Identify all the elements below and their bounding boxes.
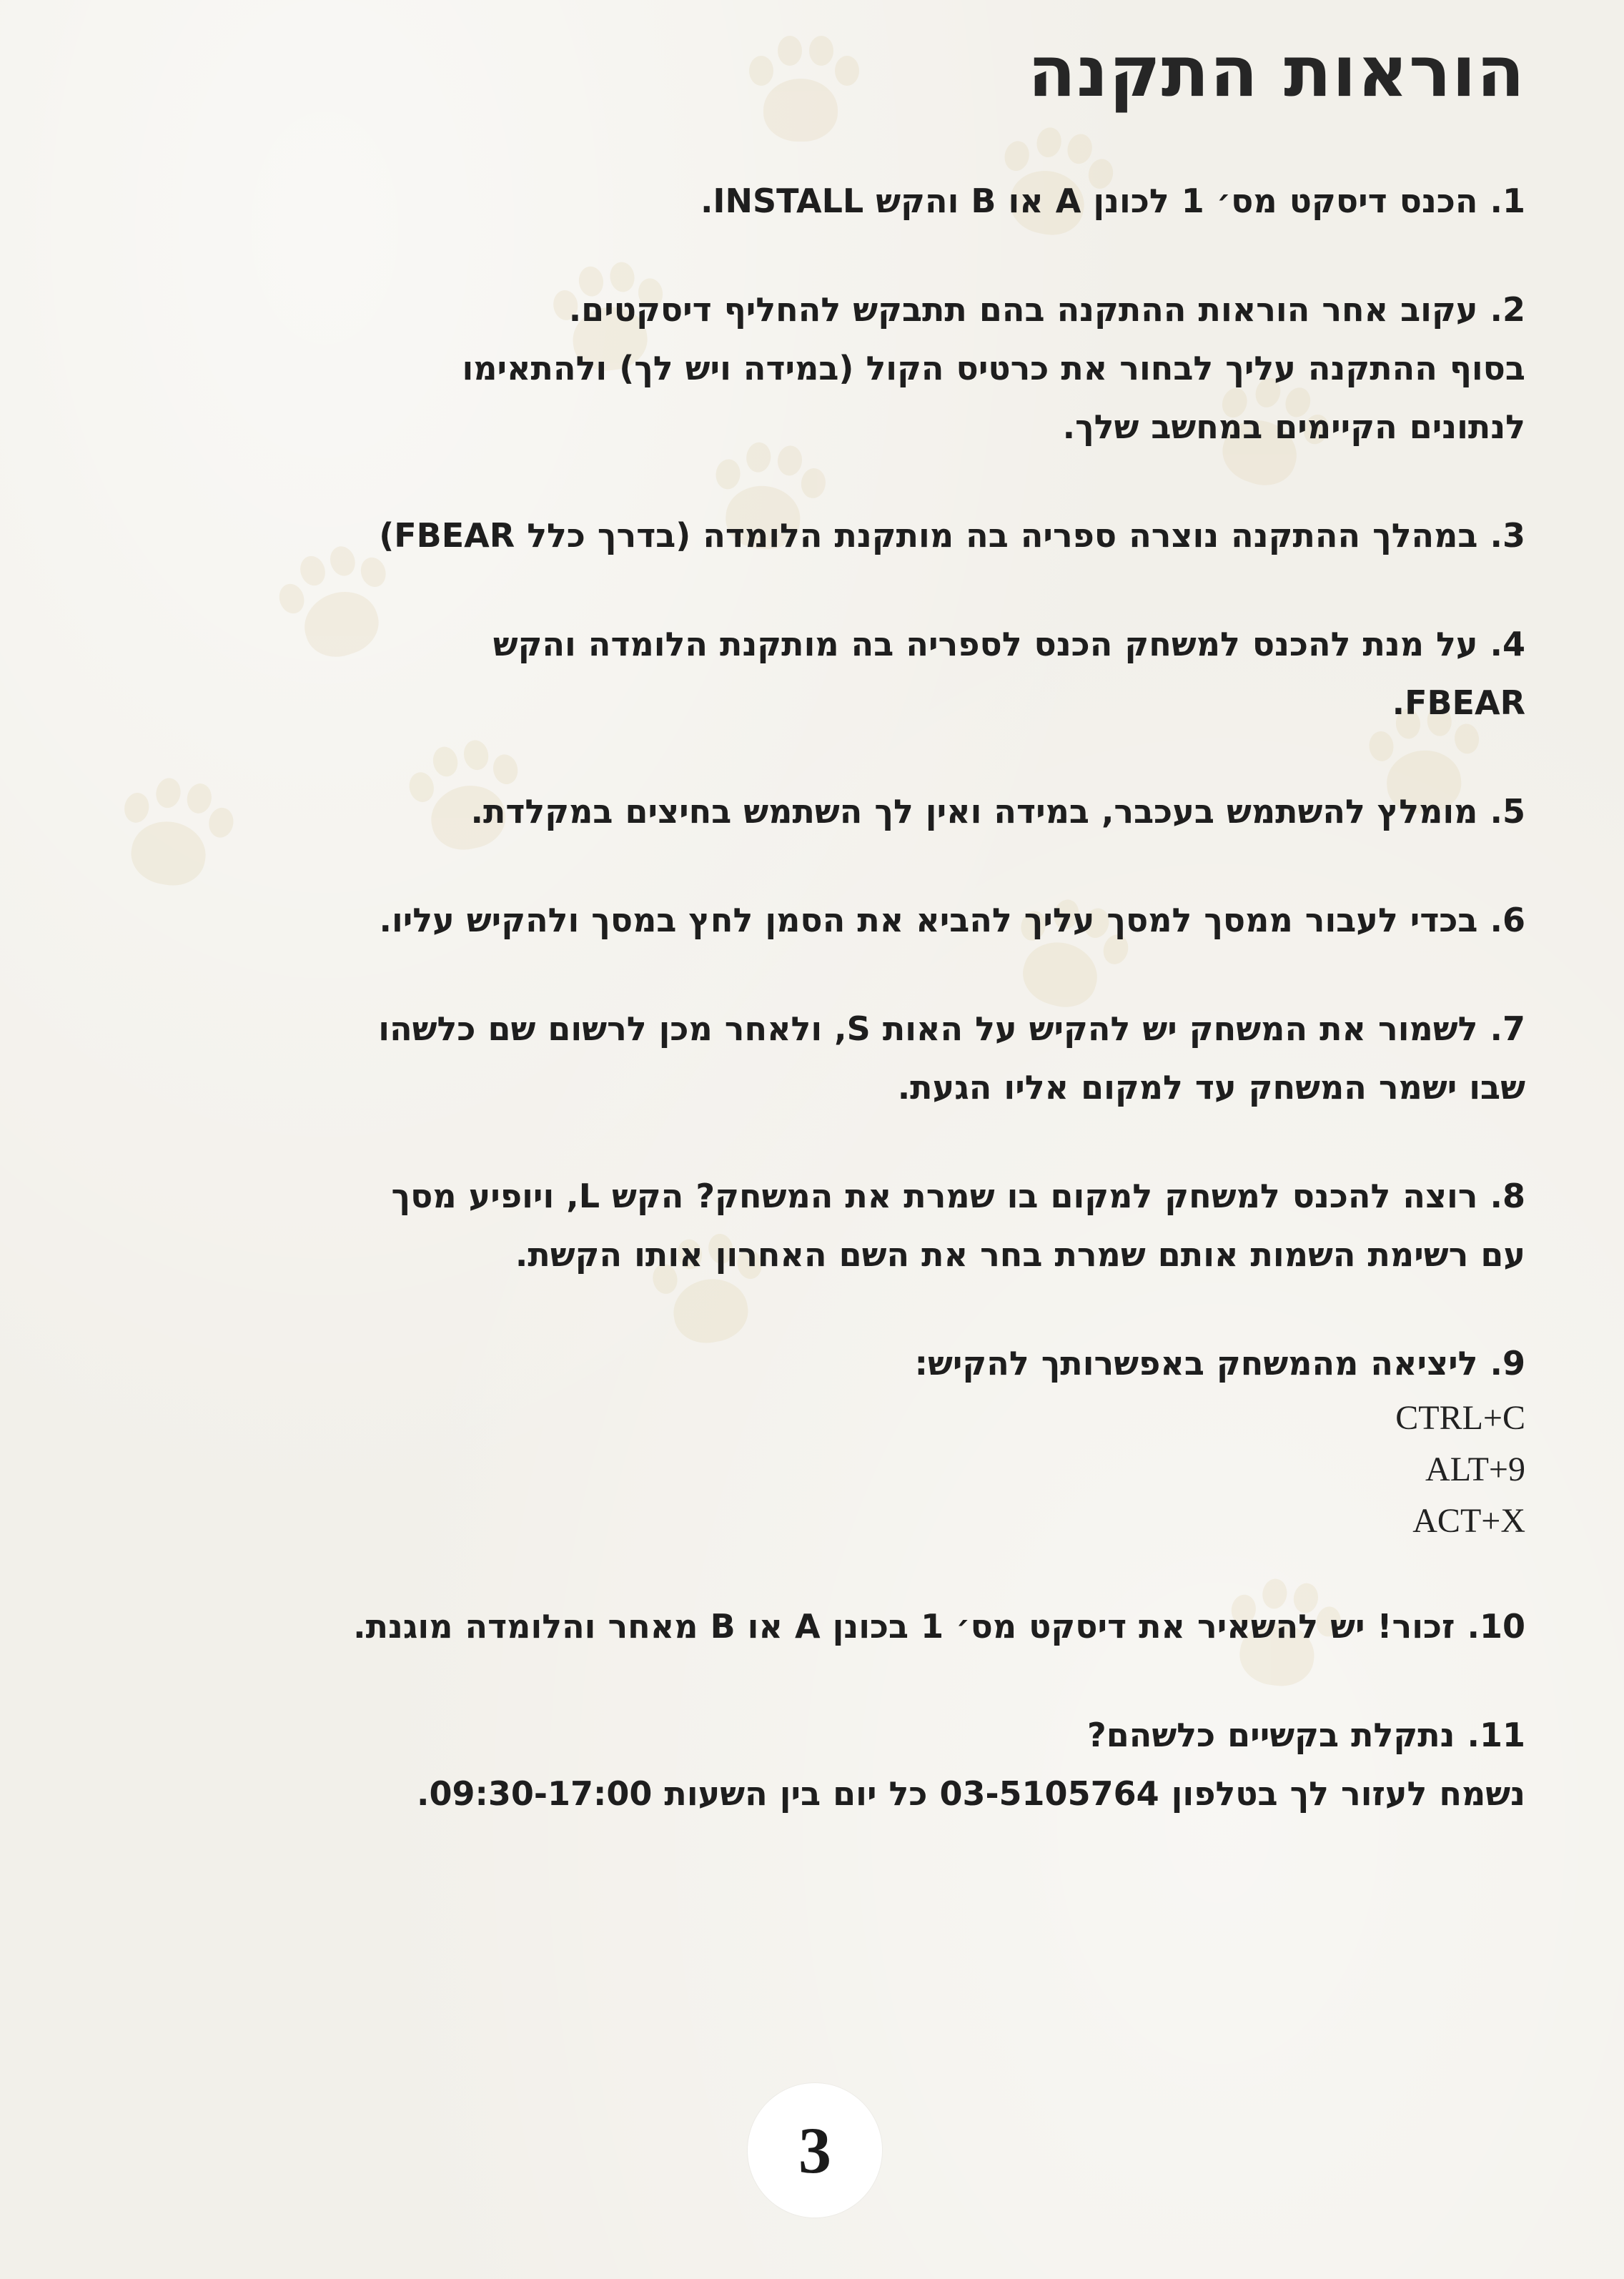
instruction-1-line-1 (107, 172, 1525, 230)
exit-key-alt-9: ALT+9 (1425, 1450, 1525, 1488)
instruction-text: מומלץ להשתמש בעכבר, במידה ואין לך השתמש בחיצים במקלדת. (470, 792, 1478, 831)
page-number-badge (748, 2083, 882, 2218)
exit-key-ctrl-c: CTRL+C (1395, 1399, 1525, 1437)
instruction-text: בכדי לעבור ממסך למסך עליך להביא את הסמן לחץ במסך ולהקיש עליו. (379, 901, 1478, 939)
instruction-number: 7. (1490, 1009, 1525, 1048)
instruction-text: ליציאה מהמשחק באפשרותך להקיש: (914, 1344, 1478, 1383)
instruction-11-line-2: נשמח לעזור לך בטלפון 03-5105764 כל יום בין השעות 09:30-17:00. (416, 1774, 1525, 1813)
instruction-8-line-1 (107, 1167, 1525, 1225)
installation-instructions (107, 172, 1525, 1873)
instruction-item-6 (107, 891, 1525, 949)
instruction-text: רוצה להכנס למשחק למקום בו שמרת את המשחק? הקש L, ויופיע מסך (391, 1177, 1478, 1215)
instruction-number: 11. (1467, 1716, 1525, 1754)
instruction-8-line-2: עם רשימת השמות אותם שמרת בחר את השם האחרון אותו הקשת. (515, 1235, 1525, 1274)
instruction-item-8 (107, 1167, 1525, 1284)
instruction-item-1 (107, 172, 1525, 230)
instruction-number: 6. (1490, 901, 1525, 939)
instruction-7-line-1 (107, 999, 1525, 1058)
instruction-4-line-1 (107, 615, 1525, 673)
instruction-item-10 (107, 1597, 1525, 1656)
instruction-text: על מנת להכנס למשחק הכנס לספריה בה מותקנת הלומדה והקש (492, 625, 1478, 663)
page-number: 3 (798, 2114, 831, 2187)
paw-print-icon (736, 29, 865, 157)
instruction-2-line-3: לנתונים הקיימים במחשב שלך. (1062, 407, 1525, 446)
instruction-number: 8. (1490, 1177, 1525, 1215)
instruction-2-line-2: בסוף ההתקנה עליך לבחור את כרטיס הקול (במידה ויש לך) ולהתאימו (462, 349, 1525, 387)
instruction-item-2 (107, 280, 1525, 456)
instruction-5-line-1 (107, 782, 1525, 841)
page-title: הוראות התקנה (1027, 31, 1525, 113)
instruction-number: 9. (1490, 1344, 1525, 1383)
instruction-2-line-1 (107, 280, 1525, 339)
instruction-3-line-1 (107, 506, 1525, 565)
instruction-6-line-1 (107, 891, 1525, 949)
instruction-number: 5. (1490, 792, 1525, 831)
exit-key-act-x: ACT+X (1412, 1502, 1525, 1540)
instruction-9-line-1 (107, 1334, 1525, 1393)
instruction-11-line-1 (107, 1706, 1525, 1764)
instruction-number: 4. (1490, 625, 1525, 663)
instruction-item-11 (107, 1706, 1525, 1823)
instruction-number: 1. (1490, 182, 1525, 220)
instruction-text: עקוב אחר הוראות ההתקנה בהם תתבקש להחליף דיסקטים. (568, 290, 1478, 329)
instruction-number: 10. (1467, 1607, 1525, 1646)
instruction-text: זכור! יש להשאיר את דיסקט מס׳ 1 בכונן A או B מאחר והלומדה מוגנת. (353, 1607, 1455, 1646)
instruction-10-line-1 (107, 1597, 1525, 1656)
instruction-item-7 (107, 999, 1525, 1117)
instruction-item-5 (107, 782, 1525, 841)
instruction-number: 2. (1490, 290, 1525, 329)
instruction-text: נתקלת בקשיים כלשהם? (1087, 1716, 1455, 1754)
instruction-item-4 (107, 615, 1525, 732)
instruction-4-line-2: FBEAR. (1392, 683, 1525, 722)
instruction-7-line-2: שבו ישמר המשחק עד למקום אליו הגעת. (897, 1068, 1525, 1107)
instruction-number: 3. (1490, 516, 1525, 555)
instruction-item-3 (107, 506, 1525, 565)
instruction-text: במהלך ההתקנה נוצרה ספריה בה מותקנת הלומדה (בדרך כלל FBEAR) (379, 516, 1478, 555)
instruction-item-9 (107, 1334, 1525, 1547)
instruction-text: לשמור את המשחק יש להקיש על האות S, ולאחר מכן לרשום שם כלשהו (378, 1009, 1478, 1048)
instruction-text: הכנס דיסקט מס׳ 1 לכונן A או B והקש INSTALL. (700, 182, 1478, 220)
